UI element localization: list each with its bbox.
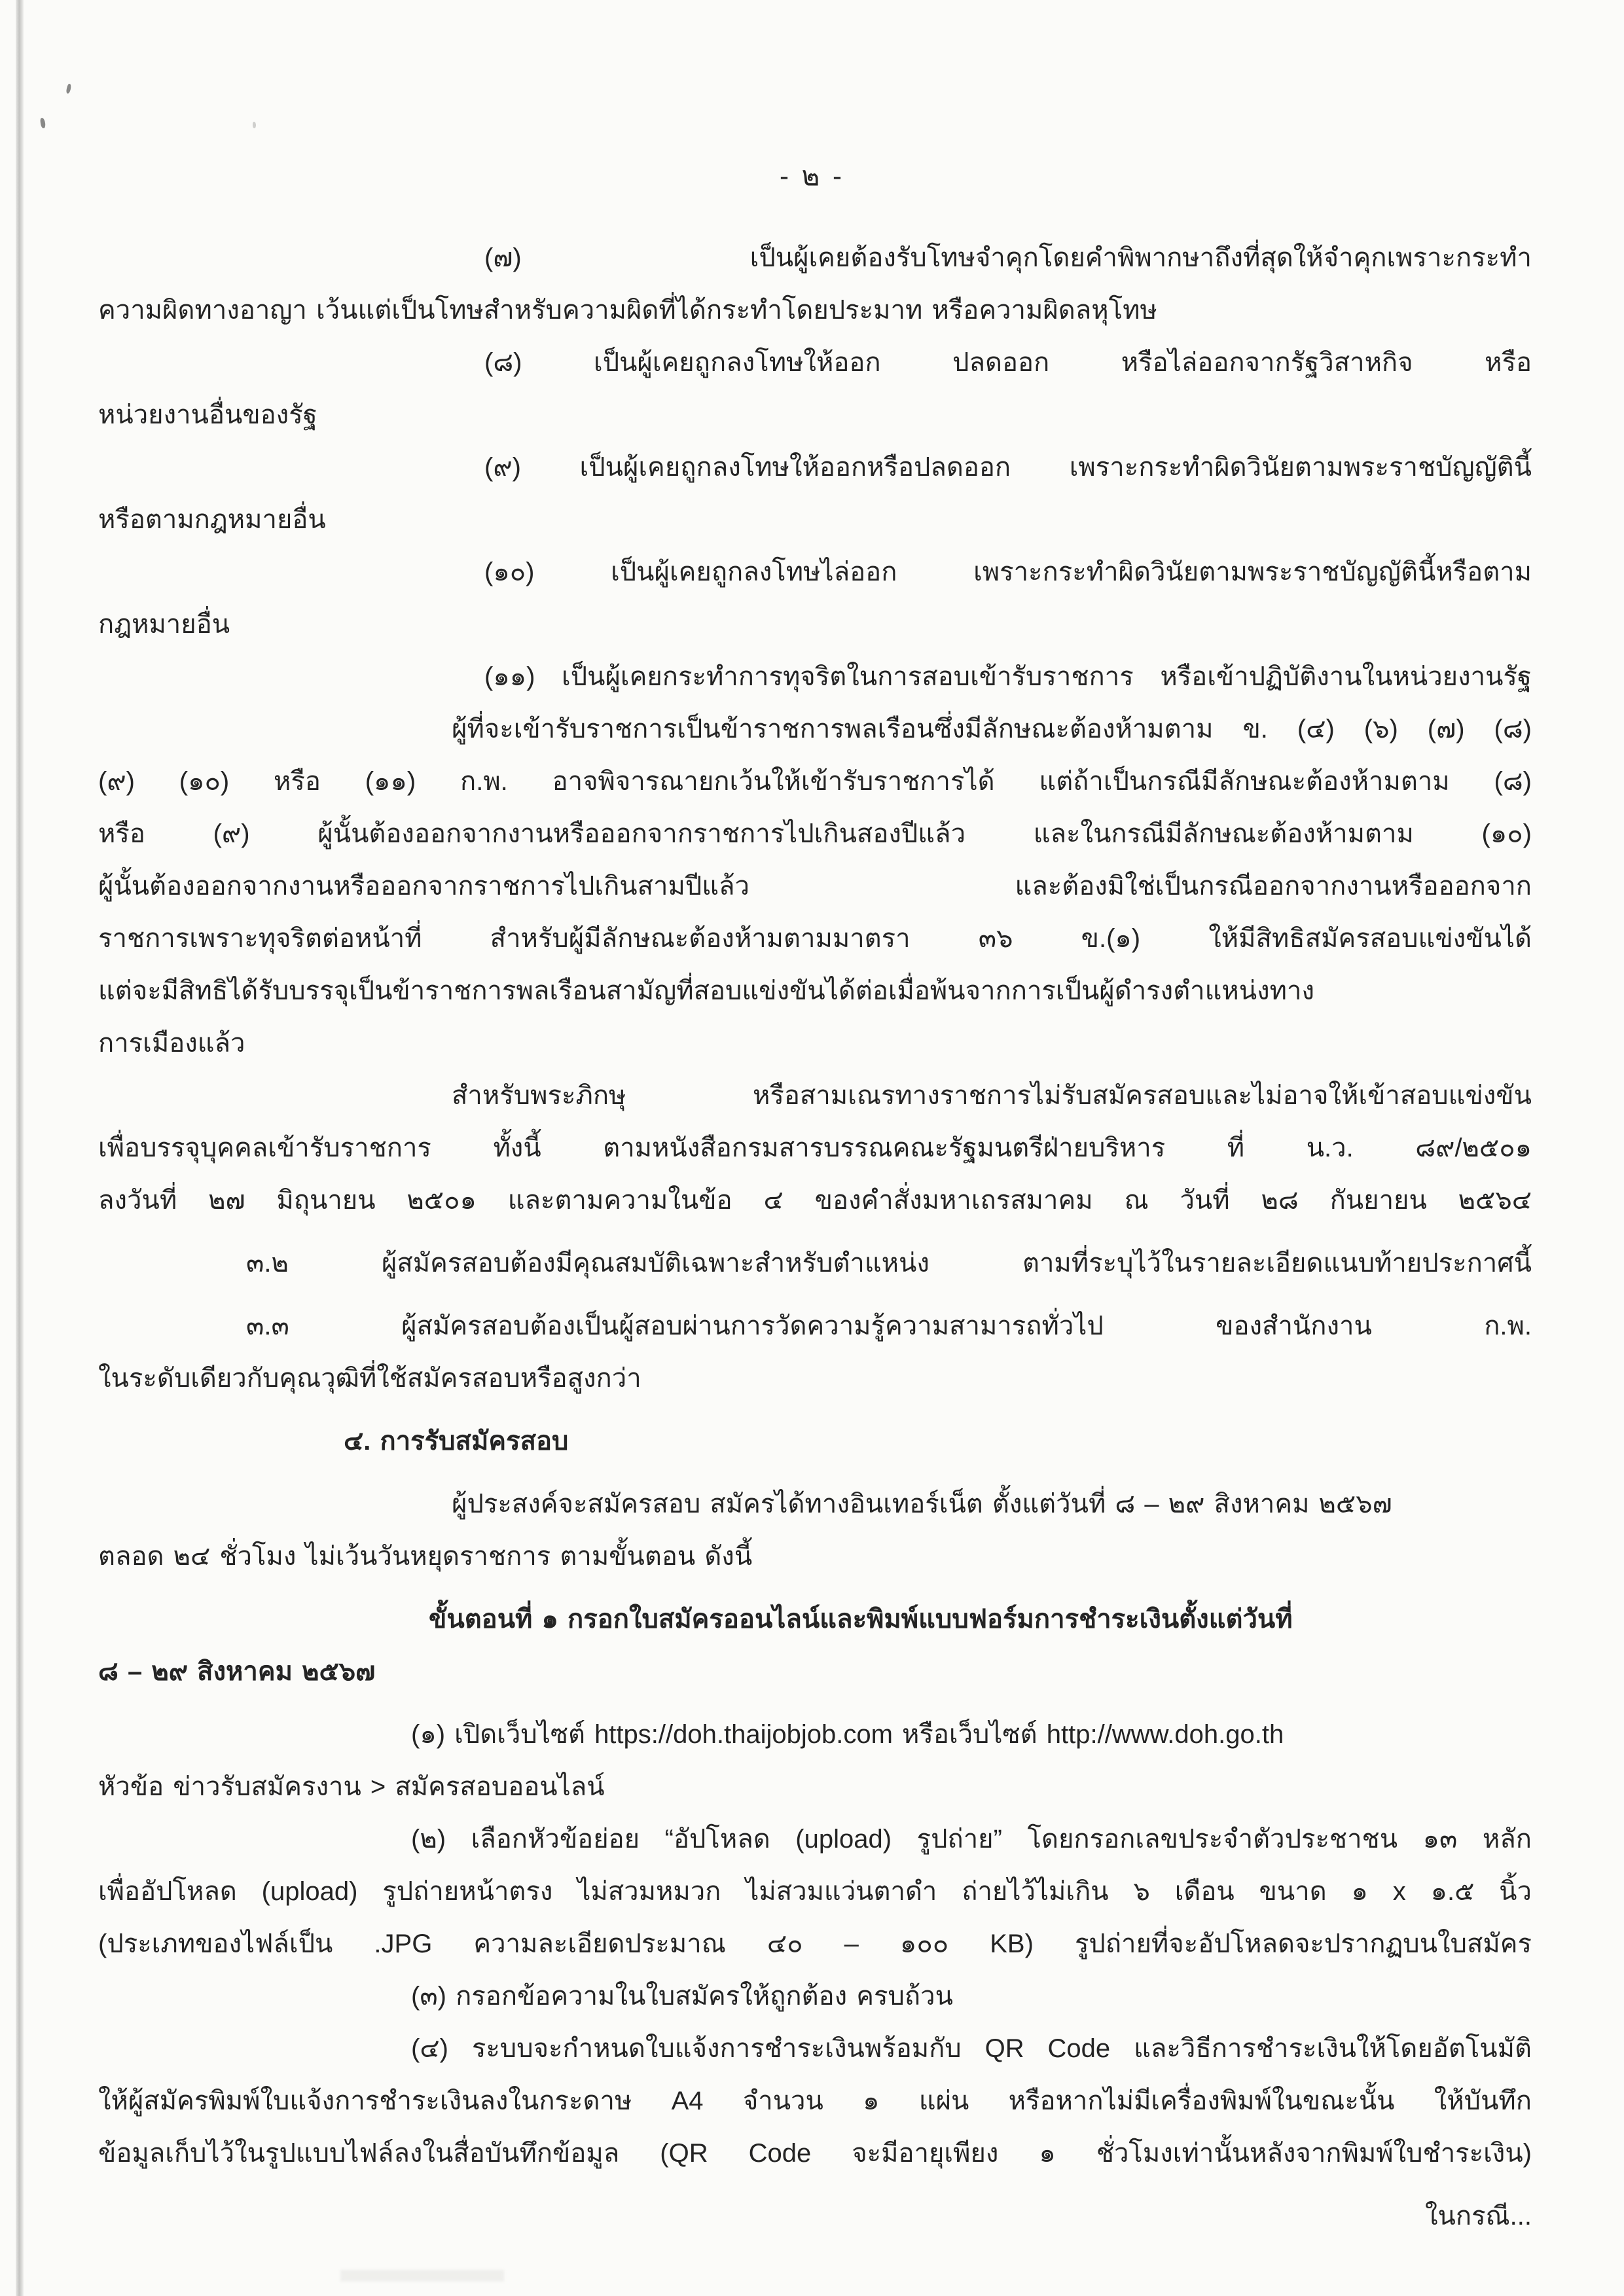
document-line: ๔. การรับสมัครสอบ [344,1427,569,1456]
document-line: ตลอด ๒๔ ชั่วโมง ไม่เว้นวันหยุดราชการ ตามขั้นตอน ดังนี้ [98,1542,753,1571]
document-line: ในระดับเดียวกับคุณวุฒิที่ใช้สมัครสอบหรือสูงกว่า [98,1364,641,1393]
scan-speck [253,122,256,128]
document-line: (๑๑) เป็นผู้เคยกระทำการทุจริตในการสอบเข้ารับราชการ หรือเข้าปฏิบัติงานในหน่วยงานรัฐ [484,662,1532,691]
document-line: (๘) เป็นผู้เคยถูกลงโทษให้ออก ปลดออก หรือไล่ออกจากรัฐวิสาหกิจ หรือ [484,348,1532,377]
document-line: สำหรับพระภิกษุ หรือสามเณรทางราชการไม่รับสมัครสอบและไม่อาจให้เข้าสอบแข่งขัน [452,1081,1532,1110]
document-line: ๘ – ๒๙ สิงหาคม ๒๕๖๗ [98,1657,376,1686]
scan-speck [65,83,71,94]
document-line: (๒) เลือกหัวข้อย่อย “อัปโหลด (upload) รูปถ่าย” โดยกรอกเลขประจำตัวประชาชน ๑๓ หลัก [411,1825,1532,1854]
document-line: ลงวันที่ ๒๗ มิถุนายน ๒๕๐๑ และตามความในข้อ ๔ ของคำสั่งมหาเถรสมาคม ณ วันที่ ๒๘ กันยายน ๒๕๖๔ [98,1186,1532,1215]
document-line: หรือตามกฎหมายอื่น [98,505,326,534]
document-line: แต่จะมีสิทธิได้รับบรรจุเป็นข้าราชการพลเรือนสามัญที่สอบแข่งขันได้ต่อเมื่อพ้นจากการเป็นผู้ดำรงตำแหน่งทาง [98,977,1315,1005]
document-line: ๓.๒ ผู้สมัครสอบต้องมีคุณสมบัติเฉพาะสำหรับตำแหน่ง ตามที่ระบุไว้ในรายละเอียดแนบท้ายประกาศนี้ [246,1249,1532,1278]
document-line: ในกรณี... [1424,2202,1532,2231]
document-line: หัวข้อ ข่าวรับสมัครงาน > สมัครสอบออนไลน์ [98,1772,605,1801]
scan-edge-artifact [16,0,24,2296]
document-line: เพื่ออัปโหลด (upload) รูปถ่ายหน้าตรง ไม่สวมหมวก ไม่สวมแว่นตาดำ ถ่ายไว้ไม่เกิน ๖ เดือน ขนาด ๑ x ๑.๕ นิ้ว [98,1877,1532,1906]
document-line: กฎหมายอื่น [98,610,230,639]
document-line: ๓.๓ ผู้สมัครสอบต้องเป็นผู้สอบผ่านการวัดความรู้ความสามารถทั่วไป ของสำนักงาน ก.พ. [246,1312,1532,1340]
document-line: (๔) ระบบจะกำหนดใบแจ้งการชำระเงินพร้อมกับ QR Code และวิธีการชำระเงินให้โดยอัตโนมัติ [411,2034,1532,2063]
page-number: - ๒ - [780,160,844,191]
document-line: หรือ (๙) ผู้นั้นต้องออกจากงานหรือออกจากราชการไปเกินสองปีแล้ว และในกรณีมีลักษณะต้องห้ามตาม (๑๐) [98,819,1532,848]
document-line: ข้อมูลเก็บไว้ในรูปแบบไฟล์ลงในสื่อบันทึกข้อมูล (QR Code จะมีอายุเพียง ๑ ชั่วโมงเท่านั้นหลังจากพิมพ์ใบชำระเงิน) [98,2139,1532,2168]
document-line: (ประเภทของไฟล์เป็น .JPG ความละเอียดประมาณ ๔๐ – ๑๐๐ KB) รูปถ่ายที่จะอัปโหลดจะปรากฏบนใบสมัคร [98,1929,1532,1958]
document-line: (๑๐) เป็นผู้เคยถูกลงโทษไล่ออก เพราะกระทำผิดวินัยตามพระราชบัญญัตินี้หรือตาม [484,558,1532,586]
document-line: ผู้ประสงค์จะสมัครสอบ สมัครได้ทางอินเทอร์เน็ต ตั้งแต่วันที่ ๘ – ๒๙ สิงหาคม ๒๕๖๗ [452,1490,1392,1518]
document-line: ราชการเพราะทุจริตต่อหน้าที่ สำหรับผู้มีลักษณะต้องห้ามตามมาตรา ๓๖ ข.(๑) ให้มีสิทธิสมัครสอบแข่งขันได้ [98,924,1532,953]
document-line: ผู้ที่จะเข้ารับราชการเป็นข้าราชการพลเรือนซึ่งมีลักษณะต้องห้ามตาม ข. (๔) (๖) (๗) (๘) [452,715,1532,744]
document-line: (๙) เป็นผู้เคยถูกลงโทษให้ออกหรือปลดออก เพราะกระทำผิดวินัยตามพระราชบัญญัตินี้ [484,453,1532,482]
document-line: ความผิดทางอาญา เว้นแต่เป็นโทษสำหรับความผิดที่ได้กระทำโดยประมาท หรือความผิดลหุโทษ [98,296,1157,325]
document-line: การเมืองแล้ว [98,1029,245,1058]
document-line: (๗) เป็นผู้เคยต้องรับโทษจำคุกโดยคำพิพากษาถึงที่สุดให้จำคุกเพราะกระทำ [484,243,1532,272]
document-body [98,232,1532,2242]
document-line: ขั้นตอนที่ ๑ กรอกใบสมัครออนไลน์และพิมพ์แบบฟอร์มการชำระเงินตั้งแต่วันที่ [429,1605,1293,1634]
document-line: ผู้นั้นต้องออกจากงานหรือออกจากราชการไปเกินสามปีแล้ว และต้องมิใช่เป็นกรณีออกจากงานหรือออกจาก [98,872,1532,901]
document-line: (๑) เปิดเว็บไซต์ https://doh.thaijobjob.com หรือเว็บไซต์ http://www.doh.go.th [411,1720,1284,1749]
scan-speck [40,118,46,129]
document-line: เพื่อบรรจุบุคคลเข้ารับราชการ ทั้งนี้ ตามหนังสือกรมสารบรรณคณะรัฐมนตรีฝ่ายบริหาร ที่ น.ว. ๘๙/๒๕๐๑ [98,1134,1532,1162]
scan-smudge [340,2270,504,2282]
document-line: (๙) (๑๐) หรือ (๑๑) ก.พ. อาจพิจารณายกเว้นให้เข้ารับราชการได้ แต่ถ้าเป็นกรณีมีลักษณะต้องห้ามตาม (๘) [98,767,1532,796]
document-line: (๓) กรอกข้อความในใบสมัครให้ถูกต้อง ครบถ้วน [411,1982,953,2011]
document-line: หน่วยงานอื่นของรัฐ [98,401,317,429]
document-line: ให้ผู้สมัครพิมพ์ใบแจ้งการชำระเงินลงในกระดาษ A4 จำนวน ๑ แผ่น หรือหากไม่มีเครื่องพิมพ์ในขณะนั้น ให้บันทึก [98,2087,1532,2115]
